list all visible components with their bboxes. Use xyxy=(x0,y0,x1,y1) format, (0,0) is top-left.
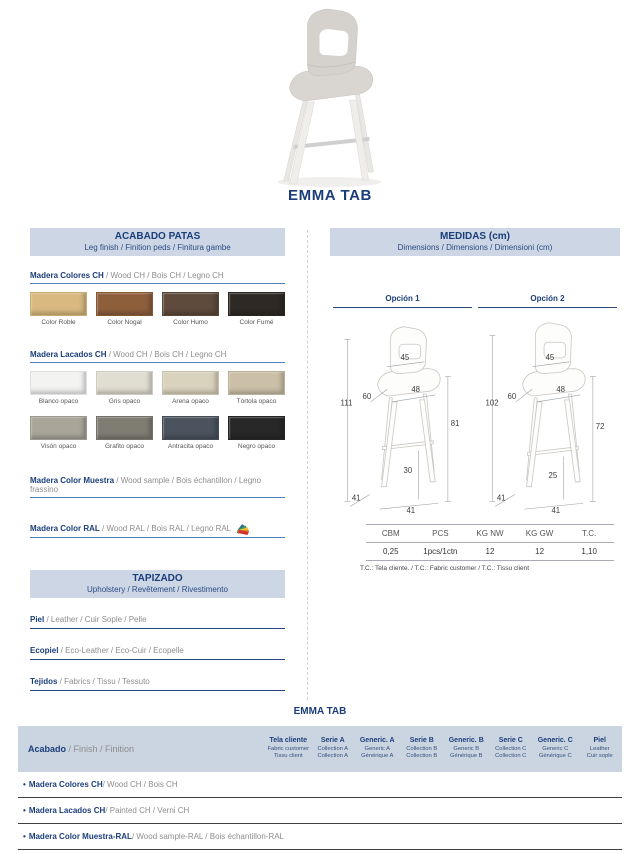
madera-colores-translations: / Wood CH / Bois CH / Legno CH xyxy=(103,271,224,280)
bottom-product-title: EMMA TAB xyxy=(293,706,347,717)
swatch-item[interactable] xyxy=(96,416,153,450)
swatch-antracita-opaco[interactable] xyxy=(162,416,219,440)
dim-seat-height: 72 xyxy=(595,422,604,432)
swatch-item[interactable] xyxy=(162,292,219,326)
acabado-patas-title: ACABADO PATAS xyxy=(114,231,201,242)
finish-row-colores xyxy=(18,772,622,798)
upholstery-translations: / Fabrics / Tissu / Tessuto xyxy=(57,677,150,686)
upholstery-label: Tejidos xyxy=(30,677,58,686)
col-generic-a: Generic. A Generic A Générique A xyxy=(359,737,395,760)
swatch-label: Color Fumé xyxy=(239,319,274,326)
dim-seat-width: 45 xyxy=(545,352,554,362)
val-cbm: 0,25 xyxy=(383,547,399,556)
swatch-blanco-opaco[interactable] xyxy=(30,371,87,395)
swatch-label: Grafito opaco xyxy=(104,443,145,450)
bullet-icon: • xyxy=(23,780,26,789)
swatch-tortola-opaco[interactable] xyxy=(228,371,285,395)
finish-row-label: Madera Color Muestra-RAL xyxy=(28,832,132,841)
upholstery-label: Piel xyxy=(30,615,45,624)
madera-colores-label: Madera Colores CH xyxy=(30,271,104,280)
column-divider xyxy=(307,230,308,700)
dim-depth: 60 xyxy=(507,391,516,401)
madera-muestra-label: Madera Color Muestra xyxy=(30,476,115,485)
acabado-translations: / Finish / Finition xyxy=(66,744,135,754)
swatch-item[interactable] xyxy=(162,371,219,405)
dim-seat-width: 45 xyxy=(400,352,409,362)
val-kg-nw: 12 xyxy=(485,547,495,556)
madera-muestra-translations: / Wood sample / Bois échantillon / Legno frassino xyxy=(30,476,262,494)
col-generic-b: Generic. B Generic B Générique B xyxy=(448,737,484,760)
col-kg-gw: KG GW xyxy=(525,529,554,538)
col-piel: Piel Leather Cuir sople xyxy=(586,737,613,760)
bullet-icon: • xyxy=(23,832,26,841)
upholstery-label: Ecopiel xyxy=(30,646,59,655)
swatch-label: Arena opaco xyxy=(172,398,209,405)
finish-row-muestra-ral xyxy=(18,824,622,850)
dim-width: 48 xyxy=(410,385,420,395)
madera-lacados-translations: / Wood CH / Bois CH / Legno CH xyxy=(106,350,227,359)
finish-table-header xyxy=(18,726,622,772)
upholstery-translations: / Leather / Cuir Sople / Pelle xyxy=(44,615,147,624)
acabado-patas-subtitle: Leg finish / Finition peds / Finitura gambe xyxy=(84,243,231,252)
medidas-title: MEDIDAS (cm) xyxy=(439,231,510,242)
col-serie-a: Serie A Collection A Collection A xyxy=(317,737,349,760)
acabado-header-cell xyxy=(18,744,266,754)
barstool-illustration xyxy=(235,4,420,189)
lacquer-colors-swatches xyxy=(30,371,285,450)
acabado-label: Acabado xyxy=(28,744,67,754)
col-serie-b: Serie B Collection B Collection B xyxy=(406,737,438,760)
swatch-item[interactable] xyxy=(30,371,87,405)
finish-row-label: Madera Lacados CH xyxy=(28,806,106,815)
medidas-header xyxy=(330,228,620,256)
dim-total-height: 102 xyxy=(485,398,499,408)
tapizado-subtitle: Upholstery / Revêtement / Rivestimento xyxy=(87,585,228,594)
tapizado-title: TAPIZADO xyxy=(132,573,183,584)
col-tela-cliente: Tela cliente Fabric customer Tissu client xyxy=(267,737,310,760)
dim-base-width: 41 xyxy=(550,506,560,514)
madera-colores-heading xyxy=(30,271,285,284)
swatch-item[interactable] xyxy=(228,371,285,405)
option-1-diagram xyxy=(339,314,467,514)
swatch-color-fume[interactable] xyxy=(228,292,285,316)
col-tc: T.C. xyxy=(582,529,597,538)
tc-footnote: T.C.: Tela cliente. / T.C.: Fabric customer / T.C.: Tissu client xyxy=(360,565,530,572)
option-2-label: Opción 2 xyxy=(478,294,617,308)
madera-ral-heading xyxy=(30,522,285,538)
dimension-options xyxy=(330,294,620,514)
col-kg-nw: KG NW xyxy=(476,529,504,538)
swatch-color-humo[interactable] xyxy=(162,292,219,316)
finish-row-translations: / Wood sample-RAL / Bois échantillon-RAL xyxy=(131,832,285,841)
swatch-label: Color Humo xyxy=(173,319,208,326)
swatch-item[interactable] xyxy=(96,292,153,326)
swatch-item[interactable] xyxy=(162,416,219,450)
madera-ral-label: Madera Color RAL xyxy=(30,524,100,533)
dim-base-width: 41 xyxy=(405,506,415,514)
swatch-label: Antracita opaco xyxy=(167,443,214,450)
madera-lacados-heading xyxy=(30,350,285,363)
ral-color-fan-icon xyxy=(237,522,255,535)
madera-ral-translations: / Wood RAL / Bois RAL / Legno RAL xyxy=(99,524,232,533)
madera-muestra-heading xyxy=(30,476,285,498)
swatch-color-roble[interactable] xyxy=(30,292,87,316)
finish-row-translations: / Painted CH / Verni CH xyxy=(105,806,190,815)
wood-colors-swatches xyxy=(30,292,285,326)
option-1-label: Opción 1 xyxy=(333,294,472,308)
col-pcs: PCS xyxy=(432,529,449,538)
swatch-item[interactable] xyxy=(96,371,153,405)
dim-base-depth: 41 xyxy=(351,493,361,503)
swatch-color-nogal[interactable] xyxy=(96,292,153,316)
option-1 xyxy=(330,294,475,514)
acabado-patas-header xyxy=(30,228,285,256)
val-tc: 1,10 xyxy=(581,547,597,556)
val-kg-gw: 12 xyxy=(535,547,545,556)
dim-total-height: 111 xyxy=(340,398,352,408)
dim-base-depth: 41 xyxy=(496,493,506,503)
packing-table-values xyxy=(366,542,614,561)
upholstery-translations: / Eco-Leather / Eco-Cuir / Ecopelle xyxy=(58,646,184,655)
packing-table-header xyxy=(366,524,614,542)
dim-depth: 60 xyxy=(362,391,371,401)
col-serie-c: Serie C Collection C Collection C xyxy=(495,737,527,760)
col-generic-c: Generic. C Generic C Générique C xyxy=(537,737,573,760)
swatch-label: Blanco opaco xyxy=(38,398,79,405)
swatch-negro-opaco[interactable] xyxy=(228,416,285,440)
swatch-label: Color Roble xyxy=(41,319,76,326)
dim-footrest: 25 xyxy=(548,470,557,480)
swatch-item[interactable] xyxy=(30,292,87,326)
finish-table-columns xyxy=(266,726,622,772)
dimensions-column xyxy=(330,228,620,572)
dim-width: 48 xyxy=(555,385,565,395)
option-2 xyxy=(475,294,620,514)
medidas-subtitle: Dimensions / Dimensions / Dimensioni (cm) xyxy=(397,243,553,252)
swatch-grafito-opaco[interactable] xyxy=(96,416,153,440)
val-pcs: 1pcs/1ctn xyxy=(423,547,458,556)
finish-row-translations: / Wood CH / Bois CH xyxy=(102,780,178,789)
upholstery-item-piel xyxy=(30,615,285,629)
swatch-arena-opaco[interactable] xyxy=(162,371,219,395)
swatch-item[interactable] xyxy=(228,292,285,326)
swatch-item[interactable] xyxy=(228,416,285,450)
swatch-label: Negro opaco xyxy=(237,443,276,450)
tapizado-header xyxy=(30,570,285,598)
swatch-label: Color Nogal xyxy=(107,319,142,326)
swatch-label: Visón opaco xyxy=(40,443,77,450)
finish-rows xyxy=(18,772,622,850)
product-title: EMMA TAB xyxy=(288,187,372,204)
leg-finish-column xyxy=(30,228,285,691)
finish-row-label: Madera Colores CH xyxy=(28,780,103,789)
packing-table xyxy=(366,524,614,561)
product-photo xyxy=(235,4,420,189)
dim-footrest: 30 xyxy=(403,466,412,476)
bullet-icon: • xyxy=(23,806,26,815)
swatch-gris-opaco[interactable] xyxy=(96,371,153,395)
upholstery-item-tejidos xyxy=(30,677,285,691)
swatch-label: Gris opaco xyxy=(108,398,141,405)
swatch-vison-opaco[interactable] xyxy=(30,416,87,440)
swatch-item[interactable] xyxy=(30,416,87,450)
madera-lacados-label: Madera Lacados CH xyxy=(30,350,107,359)
col-cbm: CBM xyxy=(381,529,400,538)
swatch-label: Tórtola opaco xyxy=(236,398,277,405)
upholstery-item-ecopiel xyxy=(30,646,285,660)
option-2-diagram xyxy=(484,314,612,514)
dim-seat-height: 81 xyxy=(450,419,459,429)
finish-row-lacados xyxy=(18,798,622,824)
